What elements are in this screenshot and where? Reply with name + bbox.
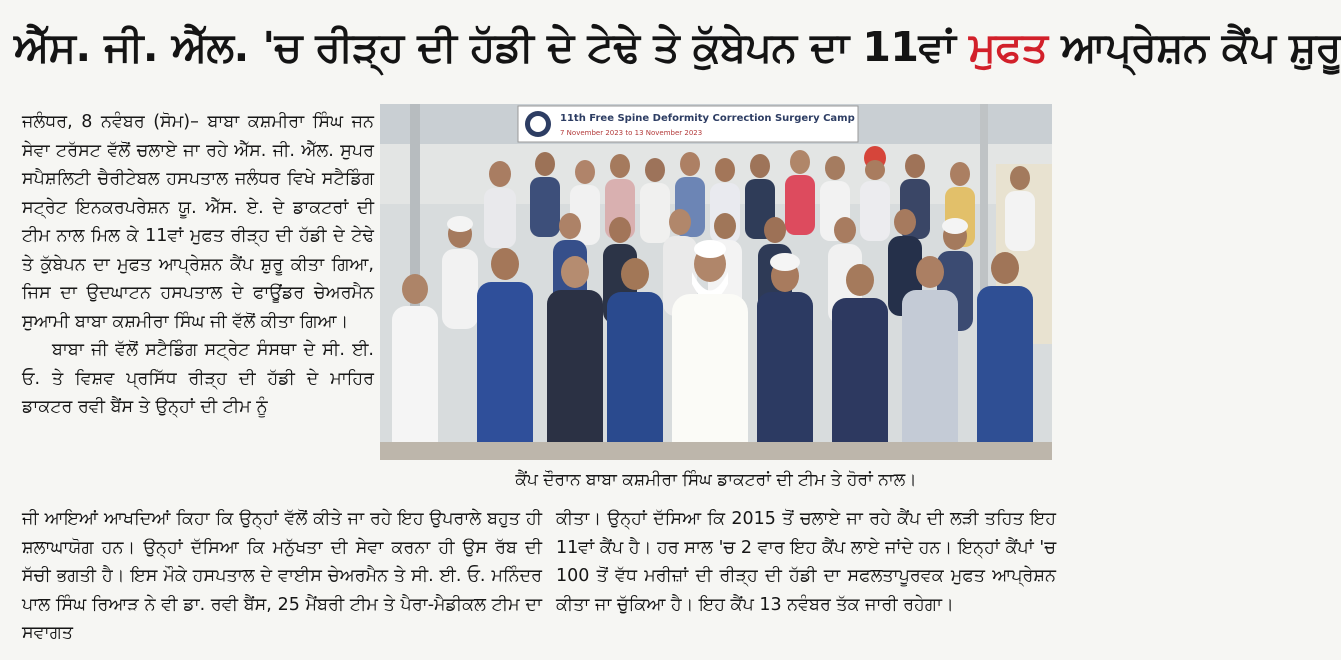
article-left-column <box>22 108 374 422</box>
article-bottom-right-column <box>556 505 1056 619</box>
paragraph-intro: ਜਲੰਧਰ, 8 ਨਵੰਬਰ (ਸੋਮ)– ਬਾਬਾ ਕਸ਼ਮੀਰਾ ਸਿੰਘ ਜਨ ਸੇਵਾ ਟਰੱਸਟ ਵੱਲੋਂ ਚਲਾਏ ਜਾ ਰਹੇ ਐੱਸ. ਜੀ. ਐੱਲ. ਸੁਪਰ ਸਪੈਸ਼ਲਿਟੀ ਚੈਰੀਟੇਬਲ ਹਸਪਤਾਲ ਜਲੰਧਰ ਵਿਖੇ ਸਟੈਡਿੰਗ ਸਟ੍ਰੇਟ ਇਨਕਰਪਰੇਸ਼ਨ ਯੂ. ਐੱਸ. ਏ. ਦੇ ਡਾਕਟਰਾਂ ਦੀ ਟੀਮ ਨਾਲ ਮਿਲ ਕੇ 11ਵਾਂ ਮੁਫਤ ਰੀੜ੍ਹ ਦੀ ਹੱਡੀ ਦੇ ਟੇਢੇ ਤੇ ਕੁੱਬੇਪਨ ਦਾ ਮੁਫਤ ਆਪ੍ਰੇਸ਼ਨ ਕੈਂਪ ਸ਼ੁਰੂ ਕੀਤਾ ਗਿਆ, ਜਿਸ ਦਾ ਉਦਘਾਟਨ ਹਸਪਤਾਲ ਦੇ ਫਾਊਂਡਰ ਚੇਅਰਮੈਨ ਸੁਆਮੀ ਬਾਬਾ ਕਸ਼ਮੀਰਾ ਸਿੰਘ ਜੀ ਵੱਲੋਂ ਕੀਤਾ ਗਿਆ। <box>22 112 374 332</box>
paragraph-bottom-right: ਕੀਤਾ। ਉਨ੍ਹਾਂ ਦੱਸਿਆ ਕਿ 2015 ਤੋਂ ਚਲਾਏ ਜਾ ਰਹੇ ਕੈਂਪ ਦੀ ਲੜੀ ਤਹਿਤ ਇਹ 11ਵਾਂ ਕੈਂਪ ਹੈ। ਹਰ ਸਾਲ 'ਚ 2 ਵਾਰ ਇਹ ਕੈਂਪ ਲਾਏ ਜਾਂਦੇ ਹਨ। ਇਨ੍ਹਾਂ ਕੈਂਪਾਂ 'ਚ 100 ਤੋਂ ਵੱਧ ਮਰੀਜ਼ਾਂ ਦੀ ਰੀੜ੍ਹ ਦੀ ਹੱਡੀ ਦਾ ਸਫਲਤਾਪੂਰਵਕ ਮੁਫਤ ਆਪ੍ਰੇਸ਼ਨ ਕੀਤਾ ਜਾ ਚੁੱਕਿਆ ਹੈ। ਇਹ ਕੈਂਪ 13 ਨਵੰਬਰ ਤੱਕ ਜਾਰੀ ਰਹੇਗਾ। <box>556 509 1056 615</box>
headline-part-2: ਆਪ੍ਰੇਸ਼ਨ ਕੈਂਪ ਸ਼ੁਰੂ <box>1047 23 1341 71</box>
headline-part-1: ਐੱਸ. ਜੀ. ਐੱਲ. 'ਚ ਰੀੜ੍ਹ ਦੀ ਹੱਡੀ ਦੇ ਟੇਢੇ ਤੇ ਕੁੱਬੇਪਨ ਦਾ 11ਵਾਂ <box>14 23 969 71</box>
baba-figure <box>672 294 748 460</box>
headline-highlight: ਮੁਫਤ <box>968 23 1048 71</box>
paragraph-second: ਬਾਬਾ ਜੀ ਵੱਲੋਂ ਸਟੈਡਿੰਗ ਸਟ੍ਰੇਟ ਸੰਸਥਾ ਦੇ ਸੀ. ਈ. ਓ. ਤੇ ਵਿਸ਼ਵ ਪ੍ਰਸਿੱਧ ਰੀੜ੍ਹ ਦੀ ਹੱਡੀ ਦੇ ਮਾਹਿਰ ਡਾਕਟਰ ਰਵੀ ਬੈਂਸ ਤੇ ਉਨ੍ਹਾਂ ਦੀ ਟੀਮ ਨੂੰ <box>22 340 374 417</box>
banner-title: 11th Free Spine Deformity Correction Surgery Camp <box>560 113 855 124</box>
group-photo <box>380 104 1052 460</box>
paragraph-bottom-left: ਜੀ ਆਇਆਂ ਆਖਦਿਆਂ ਕਿਹਾ ਕਿ ਉਨ੍ਹਾਂ ਵੱਲੋਂ ਕੀਤੇ ਜਾ ਰਹੇ ਇਹ ਉਪਰਾਲੇ ਬਹੁਤ ਹੀ ਸ਼ਲਾਘਾਯੋਗ ਹਨ। ਉਨ੍ਹਾਂ ਦੱਸਿਆ ਕਿ ਮਨੁੱਖਤਾ ਦੀ ਸੇਵਾ ਕਰਨਾ ਹੀ ਉਸ ਰੱਬ ਦੀ ਸੱਚੀ ਭਗਤੀ ਹੈ। ਇਸ ਮੌਕੇ ਹਸਪਤਾਲ ਦੇ ਵਾਈਸ ਚੇਅਰਮੈਨ ਤੇ ਸੀ. ਈ. ਓ. ਮਨਿੰਦਰ ਪਾਲ ਸਿੰਘ ਰਿਆੜ ਨੇ ਵੀ ਡਾ. ਰਵੀ ਬੈਂਸ, 25 ਮੈਂਬਰੀ ਟੀਮ ਤੇ ਪੈਰਾ-ਮੈਡੀਕਲ ਟੀਮ ਦਾ ਸਵਾਗਤ <box>22 509 542 643</box>
headline <box>14 6 1341 88</box>
banner-dates: 7 November 2023 to 13 November 2023 <box>560 129 703 137</box>
article-bottom-left-column <box>22 505 542 648</box>
photo-caption: ਕੈਂਪ ਦੌਰਾਨ ਬਾਬਾ ਕਸ਼ਮੀਰਾ ਸਿੰਘ ਡਾਕਟਰਾਂ ਦੀ ਟੀਮ ਤੇ ਹੋਰਾਂ ਨਾਲ। <box>515 470 917 490</box>
group-photo-illustration <box>380 104 1052 460</box>
